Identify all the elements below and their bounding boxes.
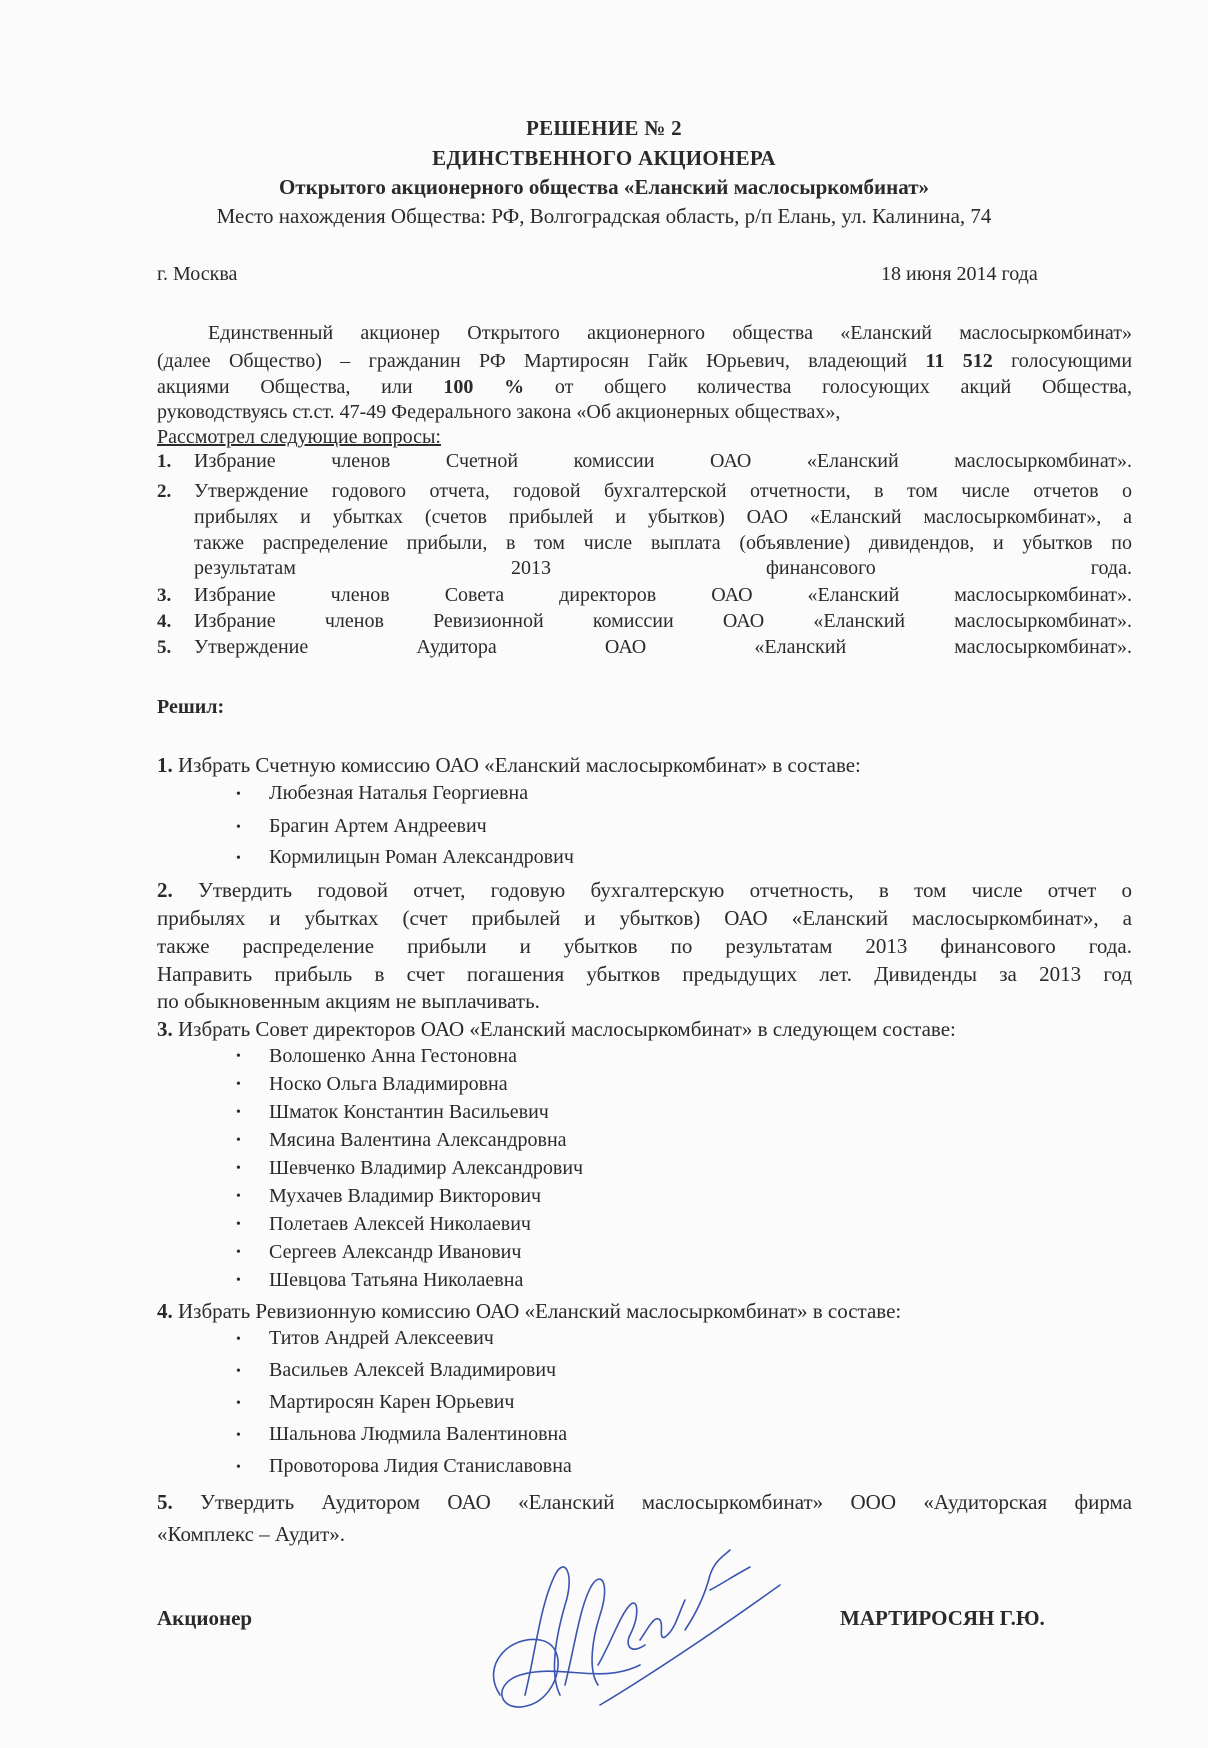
- decision-num: 2.: [157, 878, 173, 902]
- member-name: Любезная Наталья Георгиевна: [269, 782, 529, 804]
- member-name: Шматок Константин Васильевич: [269, 1101, 549, 1123]
- bullet-icon: •: [236, 820, 241, 835]
- agenda-text: Избрание членов Совета директоров ОАО «Еланский маслосыркомбинат».: [194, 584, 1132, 606]
- agenda-text: Утверждение Аудитора ОАО «Еланский маслосыркомбинат».: [194, 636, 1132, 658]
- bullet-icon: •: [236, 1245, 241, 1260]
- member-name: Носко Ольга Владимировна: [269, 1073, 508, 1095]
- member-name: Мухачев Владимир Викторович: [269, 1185, 542, 1207]
- member-name: Мясина Валентина Александровна: [269, 1129, 567, 1151]
- considered-label: Рассмотрел следующие вопросы:: [157, 426, 441, 448]
- decision-text: Избрать Ревизионную комиссию ОАО «Еланский маслосыркомбинат» в составе:: [178, 1299, 902, 1323]
- intro-text: акциями Общества, или: [157, 376, 413, 398]
- document-title: РЕШЕНИЕ № 2: [526, 116, 682, 140]
- bullet-icon: •: [236, 851, 241, 866]
- bullet-icon: •: [236, 1189, 241, 1204]
- member-name: Брагин Артем Андреевич: [269, 815, 487, 837]
- bullet-icon: •: [236, 1161, 241, 1176]
- bullet-icon: •: [236, 1049, 241, 1064]
- bullet-icon: •: [236, 1364, 241, 1379]
- intro-text: (далее Общество) – гражданин РФ Мартиросян Гайк Юрьевич, владеющий: [157, 350, 908, 372]
- agenda-text: также распределение прибыли, в том числе выплата (объявление) дивидендов, и убытков по: [194, 532, 1132, 554]
- agenda-text: Избрание членов Счетной комиссии ОАО «Еланский маслосыркомбинат».: [194, 450, 1132, 472]
- date: 18 июня 2014 года: [881, 263, 1038, 285]
- decided-label: Решил:: [157, 696, 225, 718]
- intro-text: голосующими: [1011, 350, 1133, 372]
- decision-line: [157, 878, 1132, 903]
- place: г. Москва: [157, 263, 238, 285]
- decision-num: 3.: [157, 1017, 173, 1041]
- agenda-text: Утверждение годового отчета, годовой бухгалтерской отчетности, в том числе отчетов о: [194, 480, 1132, 502]
- decision-text: Утвердить Аудитором ОАО «Еланский маслосыркомбинат» ООО «Аудиторская фирма: [200, 1490, 1132, 1514]
- shares-count: 11 512: [925, 350, 993, 372]
- decision-1: [157, 753, 861, 778]
- member-name: Шевченко Владимир Александрович: [269, 1157, 584, 1179]
- bullet-icon: •: [236, 1428, 241, 1443]
- member-name: Мартиросян Карен Юрьевич: [269, 1391, 515, 1413]
- decision-line: «Комплекс – Аудит».: [157, 1522, 346, 1546]
- intro-line-2: [157, 350, 1132, 373]
- member-name: Титов Андрей Алексеевич: [269, 1327, 494, 1349]
- agenda-num: 2.: [157, 481, 172, 502]
- decision-num: 1.: [157, 753, 173, 777]
- company-name: Открытого акционерного общества «Еланский маслосыркомбинат»: [278, 175, 930, 199]
- decision-text: Утвердить годовой отчет, годовую бухгалтерскую отчетность, в том числе отчет о: [198, 878, 1132, 902]
- decision-3: [157, 1017, 956, 1042]
- member-name: Шальнова Людмила Валентиновна: [269, 1423, 568, 1445]
- agenda-text: Избрание членов Ревизионной комиссии ОАО «Еланский маслосыркомбинат».: [194, 610, 1132, 632]
- decision-text: Избрать Совет директоров ОАО «Еланский маслосыркомбинат» в следующем составе:: [178, 1017, 956, 1041]
- bullet-icon: •: [236, 787, 241, 802]
- member-name: Кормилицын Роман Александрович: [269, 846, 574, 868]
- bullet-icon: •: [236, 1332, 241, 1347]
- agenda-text: прибылях и убытках (счетов прибылей и убытков) ОАО «Еланский маслосыркомбинат», а: [194, 506, 1132, 528]
- bullet-icon: •: [236, 1133, 241, 1148]
- decision-line: прибылях и убытках (счет прибылей и убытков) ОАО «Еланский маслосыркомбинат», а: [157, 906, 1132, 930]
- agenda-num: 4.: [157, 611, 172, 632]
- agenda-text: результатам 2013 финансового года.: [194, 557, 1132, 579]
- decision-num: 4.: [157, 1299, 173, 1323]
- decision-line: по обыкновенным акциям не выплачивать.: [157, 989, 540, 1013]
- member-name: Провоторова Лидия Станиславовна: [269, 1455, 572, 1477]
- bullet-icon: •: [236, 1105, 241, 1120]
- decision-line: [157, 1490, 1132, 1515]
- member-name: Шевцова Татьяна Николаевна: [269, 1269, 524, 1291]
- member-name: Волошенко Анна Гестоновна: [269, 1045, 517, 1067]
- intro-text: от общего количества голосующих акций Общества,: [554, 376, 1133, 398]
- member-name: Сергеев Александр Иванович: [269, 1241, 522, 1263]
- intro-line-1: Единственный акционер Открытого акционерного общества «Еланский маслосыркомбинат»: [208, 322, 1132, 344]
- bullet-icon: •: [236, 1273, 241, 1288]
- bullet-icon: •: [236, 1460, 241, 1475]
- member-name: Полетаев Алексей Николаевич: [269, 1213, 531, 1235]
- document-title-sub: ЕДИНСТВЕННОГО АКЦИОНЕРА: [432, 146, 776, 170]
- agenda-num: 3.: [157, 585, 172, 606]
- agenda-num: 5.: [157, 637, 172, 658]
- decision-4: [157, 1299, 901, 1324]
- signatory-role: Акционер: [157, 1606, 253, 1630]
- bullet-icon: •: [236, 1077, 241, 1092]
- decision-line: также распределение прибыли и убытков по результатам 2013 финансового года.: [157, 934, 1132, 958]
- shares-percent: 100 %: [443, 376, 525, 398]
- bullet-icon: •: [236, 1396, 241, 1411]
- intro-line-4: руководствуясь ст.ст. 47-49 Федерального закона «Об акционерных обществах»,: [157, 401, 841, 423]
- signatory-name: МАРТИРОСЯН Г.Ю.: [840, 1606, 1045, 1630]
- decision-num: 5.: [157, 1490, 173, 1514]
- bullet-icon: •: [236, 1217, 241, 1232]
- intro-line-3: [157, 376, 1132, 399]
- agenda-num: 1.: [157, 451, 172, 472]
- decision-line: Направить прибыль в счет погашения убытков предыдущих лет. Дивиденды за 2013 год: [157, 962, 1132, 986]
- company-location: Место нахождения Общества: РФ, Волгоградская область, р/п Елань, ул. Калинина, 74: [216, 204, 992, 228]
- decision-text: Избрать Счетную комиссию ОАО «Еланский маслосыркомбинат» в составе:: [178, 753, 861, 777]
- handwritten-signature-icon: [480, 1545, 810, 1720]
- member-name: Васильев Алексей Владимирович: [269, 1359, 557, 1381]
